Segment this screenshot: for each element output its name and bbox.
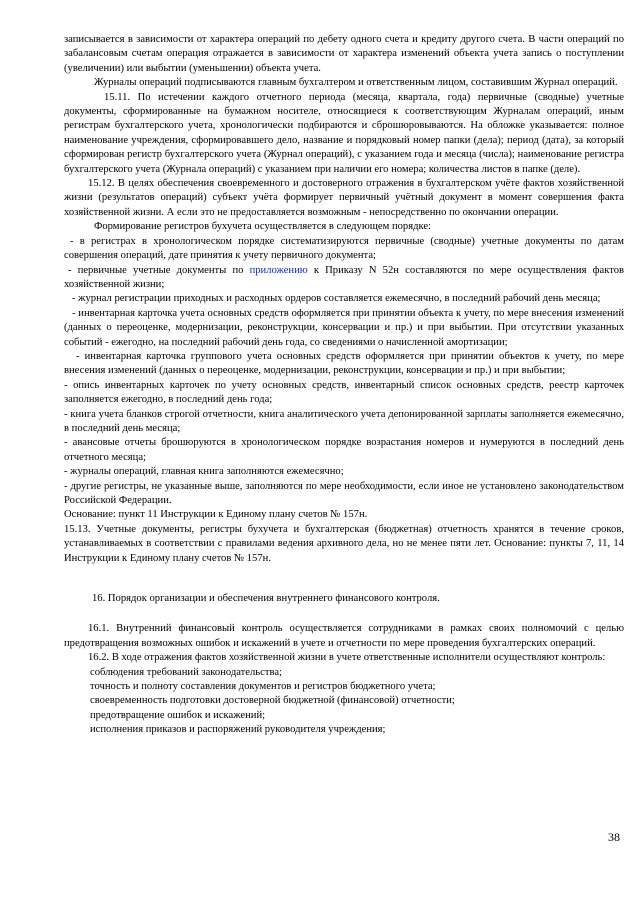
list-item: предотвращение ошибок и искажений;	[90, 709, 266, 721]
list-item: - авансовые отчеты брошюруются в хронологическом порядке возрастания номеров и нумеруются в последний день отчетного месяца;	[64, 437, 624, 463]
list-item: точность и полноту составления документов и регистров бюджетного учета;	[90, 681, 436, 693]
list-item: - опись инвентарных карточек по учету основных средств, инвентарный список основных средств, реестр карточек заполняется ежегодно, в последний день года;	[64, 379, 624, 406]
page-content	[64, 33, 624, 738]
list-item: соблюдения требований законодательства;	[90, 666, 282, 678]
paragraph: записывается в зависимости от характера операций по дебету одного счета и кредиту другого счета. В части операций по забалансовым счетам операция отражается в зависимости от характера изменений объекта учета запись о поступлении (увеличении) или выбытии (уменьшении) объекта учета.	[64, 34, 624, 74]
list-item: Основание: пункт 11 Инструкции к Единому плану счетов № 157н.	[64, 509, 368, 521]
paragraph: 16.2. В ходе отражения фактов хозяйственной жизни в учете ответственные исполнители осуществляют контроль:	[88, 652, 606, 664]
paragraph: 16.1. Внутренний финансовый контроль осуществляется сотрудниками в рамках своих полномочий с целью предотвращения возможных ошибок и искажений в учете и отчетности по мере проведения бухгалтерских операций.	[64, 623, 624, 649]
paragraph: 15.12. В целях обеспечения своевременного и достоверного отражения в бухгалтерском учёте фактов хозяйственной жизни (результатов операций) субъект учёта формирует первичный учётный документ в момент совершения факта хозяйственной жизни. А если это не предоставляется возможным - непосредственно по окончании операции.	[64, 178, 624, 218]
list-item: - в регистрах в хронологическом порядке систематизируются первичные (сводные) учетные документы по датам совершения операций, дате принятия к учету первичного документа;	[64, 235, 624, 262]
appendix-link[interactable]: приложению	[249, 264, 308, 276]
list-item: - книга учета бланков строгой отчетности, книга аналитического учета депонированной зарплаты заполняется ежемесячно, в последний день месяца;	[64, 408, 624, 434]
section-heading: 16. Порядок организации и обеспечения внутреннего финансового контроля.	[92, 593, 440, 605]
page-number: 38	[608, 830, 620, 844]
paragraph: Формирование регистров бухучета осуществляется в следующем порядке:	[94, 221, 432, 233]
list-item: - инвентарная карточка группового учета основных средств оформляется при принятии объектов к учету, по мере внесения изменений (данных о переоценке, модернизации, реконструкции, консервации и пр.) и при выбытии;	[64, 350, 624, 377]
paragraph: Журналы операций подписываются главным бухгалтером и ответственным лицом, составившим Журнал операций.	[94, 77, 618, 89]
list-item: - первичные учетные документы по приложению к Приказу N 52н составляются по мере осуществления фактов хозяйственной жизни;	[64, 264, 624, 290]
list-item: своевременность подготовки достоверной бюджетной (финансовой) отчетности;	[90, 695, 455, 707]
list-item: - журналы операций, главная книга заполняются ежемесячно;	[64, 466, 344, 478]
paragraph: 15.13. Учетные документы, регистры бухучета и бухгалтерская (бюджетная) отчетность хранятся в течение сроков, устанавливаемых в соответствии с правилами ведения архивного дела, но не менее пяти лет. Основание: пункты 7, 11, 14 Инструкции к Единому плану счетов № 157н.	[64, 523, 624, 564]
list-item: - журнал регистрации приходных и расходных ордеров составляется ежемесячно, в последний рабочий день месяца;	[72, 293, 601, 305]
list-item: исполнения приказов и распоряжений руководителя учреждения;	[90, 724, 386, 736]
list-item: - инвентарная карточка учета основных средств оформляется при принятии объекта к учету, по мере внесения изменений (данных о переоценке, модернизации, реконструкции, консервации и пр.) и при выбытии. При отсутствии указанных событий - ежегодно, на последний рабочий день года, со сведениями о начисленной амортизации;	[64, 307, 624, 348]
list-item: - другие регистры, не указанные выше, заполняются по мере необходимости, если иное не установлено законодательством Российской Федерации.	[64, 480, 624, 506]
paragraph: 15.11. По истечении каждого отчетного периода (месяца, квартала, года) первичные (сводные) учетные документы, сформированные на бумажном носителе, относящиеся к соответствующим Журналам операций, иным регистрам бухгалтерского учета, хронологически подбираются и сброшюровываются. На обложке указывается: полное наименование учреждения, сформировавшего дело, название и порядковый номер папки (дела); период (дата), за который сформирован регистр бухгалтерского учета (Журнал операций), с указанием года и месяца (числа); наименование регистра бухгалтерского учета (Журнала операций) с указанием при наличии его номера; количества листов в папке (деле).	[64, 91, 624, 175]
